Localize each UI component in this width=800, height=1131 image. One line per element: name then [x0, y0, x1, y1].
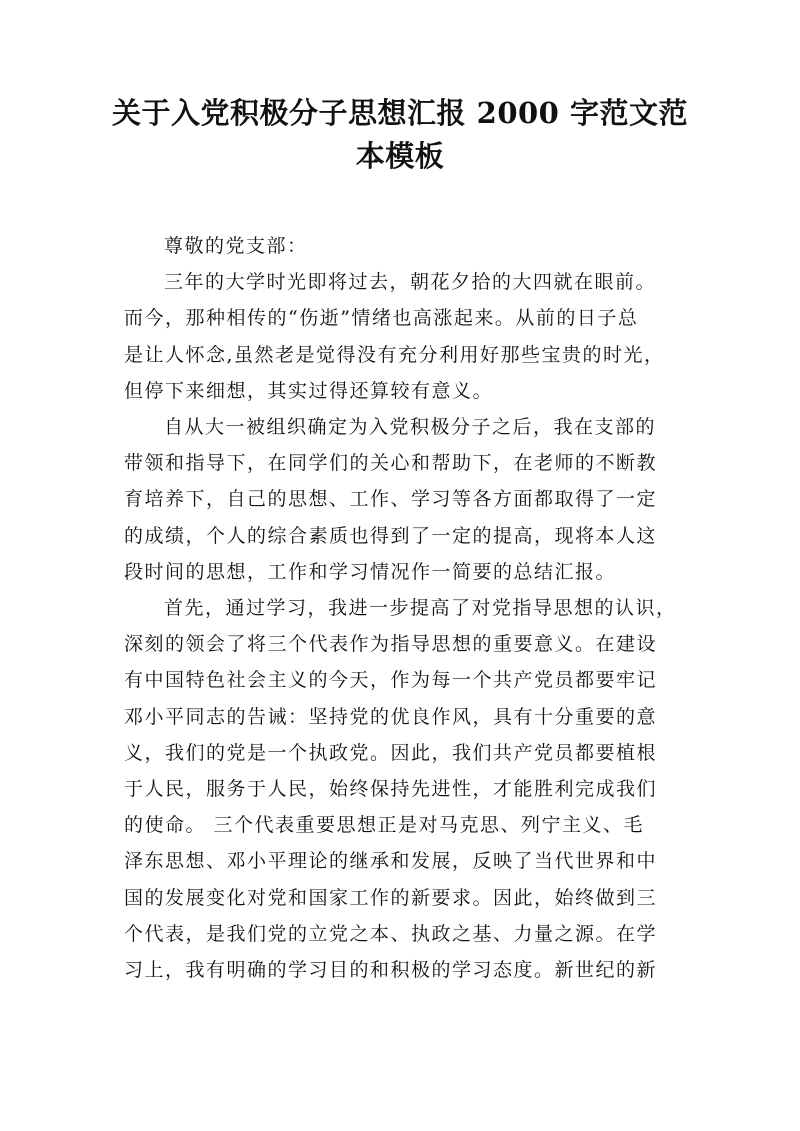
paragraph [124, 590, 684, 988]
paragraph [124, 264, 684, 409]
text-line: 段时间的思想，工作和学习情况作一简要的总结汇报。 [124, 560, 617, 583]
text-line: 三年的大学时光即将过去，朝花夕拾的大四就在眼前。 [164, 271, 657, 294]
text-line: 带领和指导下，在同学们的关心和帮助下，在老师的不断教 [124, 452, 658, 475]
document-body [124, 228, 684, 988]
title-line: 关于入党积极分子思想汇报 2000 字范文范 [112, 96, 688, 130]
text-line: 是让人怀念,虽然老是觉得没有充分利用好那些宝贵的时光， [124, 343, 665, 366]
document-title [100, 92, 700, 178]
text-line: 个代表，是我们党的立党之本、执政之基、力量之源。在学 [124, 922, 658, 945]
text-line: 有中国特色社会主义的今天，作为每一个共产党员都要牢记 [124, 669, 658, 692]
text-line: 深刻的领会了将三个代表作为指导思想的重要意义。在建设 [124, 633, 658, 656]
salutation: 尊敬的党支部： [164, 235, 308, 257]
text-line: 育培养下，自己的思想、工作、学习等各方面都取得了一定 [124, 488, 658, 511]
text-line: 的成绩，个人的综合素质也得到了一定的提高，现将本人这 [124, 524, 658, 547]
text-line: 习上，我有明确的学习目的和积极的学习态度。新世纪的新 [124, 959, 658, 982]
text-line: 义，我们的党是一个执政党。因此，我们共产党员都要植根 [124, 741, 658, 764]
title-line: 本模板 [355, 139, 445, 173]
text-line: 于人民，服务于人民，始终保持先进性，才能胜利完成我们 [124, 778, 658, 801]
text-line: 但停下来细想，其实过得还算较有意义。 [124, 379, 494, 402]
text-line: 的使命。 三个代表重要思想正是对马克思、列宁主义、毛 [124, 814, 645, 837]
text-line: 邓小平同志的告诫：坚持党的优良作风，具有十分重要的意 [124, 705, 658, 728]
text-line: 首先，通过学习，我进一步提高了对党指导思想的认识， [164, 597, 677, 620]
paragraph [124, 409, 684, 590]
text-line: 泽东思想、邓小平理论的继承和发展，反映了当代世界和中 [124, 850, 658, 873]
text-line: 而今，那种相传的“伤逝”情绪也高涨起来。从前的日子总 [124, 307, 639, 330]
text-line: 自从大一被组织确定为入党积极分子之后，我在支部的 [164, 416, 657, 439]
text-line: 国的发展变化对党和国家工作的新要求。因此，始终做到三 [124, 886, 658, 909]
